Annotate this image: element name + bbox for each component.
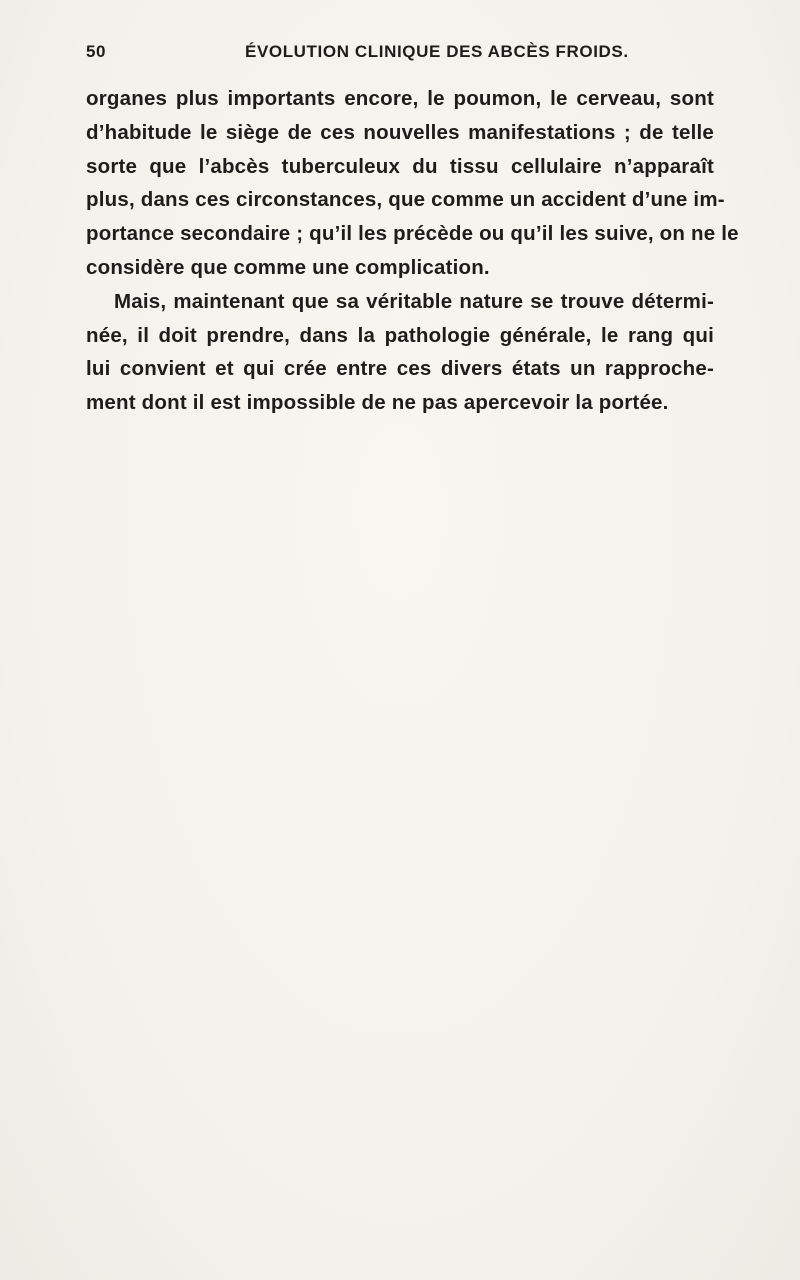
text-line: sorte que l’abcès tuberculeux du tissu cellulaire n’apparaît [86, 154, 714, 178]
text-line: considère que comme une complication. [86, 255, 490, 279]
text-line: portance secondaire ; qu’il les précède ou qu’il les suive, on ne le [86, 222, 739, 246]
text-line: organes plus importants encore, le poumon, le cerveau, sont [86, 87, 714, 110]
text-line: née, il doit prendre, dans la pathologie générale, le rang qui [86, 323, 714, 347]
page-number: 50 [86, 42, 106, 61]
running-title: ÉVOLUTION CLINIQUE DES ABCÈS FROIDS. [245, 42, 629, 61]
body-text [86, 82, 739, 420]
page-header [86, 42, 714, 72]
text-line: plus, dans ces circonstances, que comme un accident d’une im- [86, 188, 725, 212]
text-line: ment dont il est impossible de ne pas apercevoir la portée. [86, 391, 669, 415]
text-line: d’habitude le siège de ces nouvelles manifestations ; de telle [86, 120, 714, 144]
text-line: Mais, maintenant que sa véritable nature se trouve détermi- [114, 289, 714, 313]
text-line: lui convient et qui crée entre ces divers états un rapproche- [86, 357, 714, 381]
